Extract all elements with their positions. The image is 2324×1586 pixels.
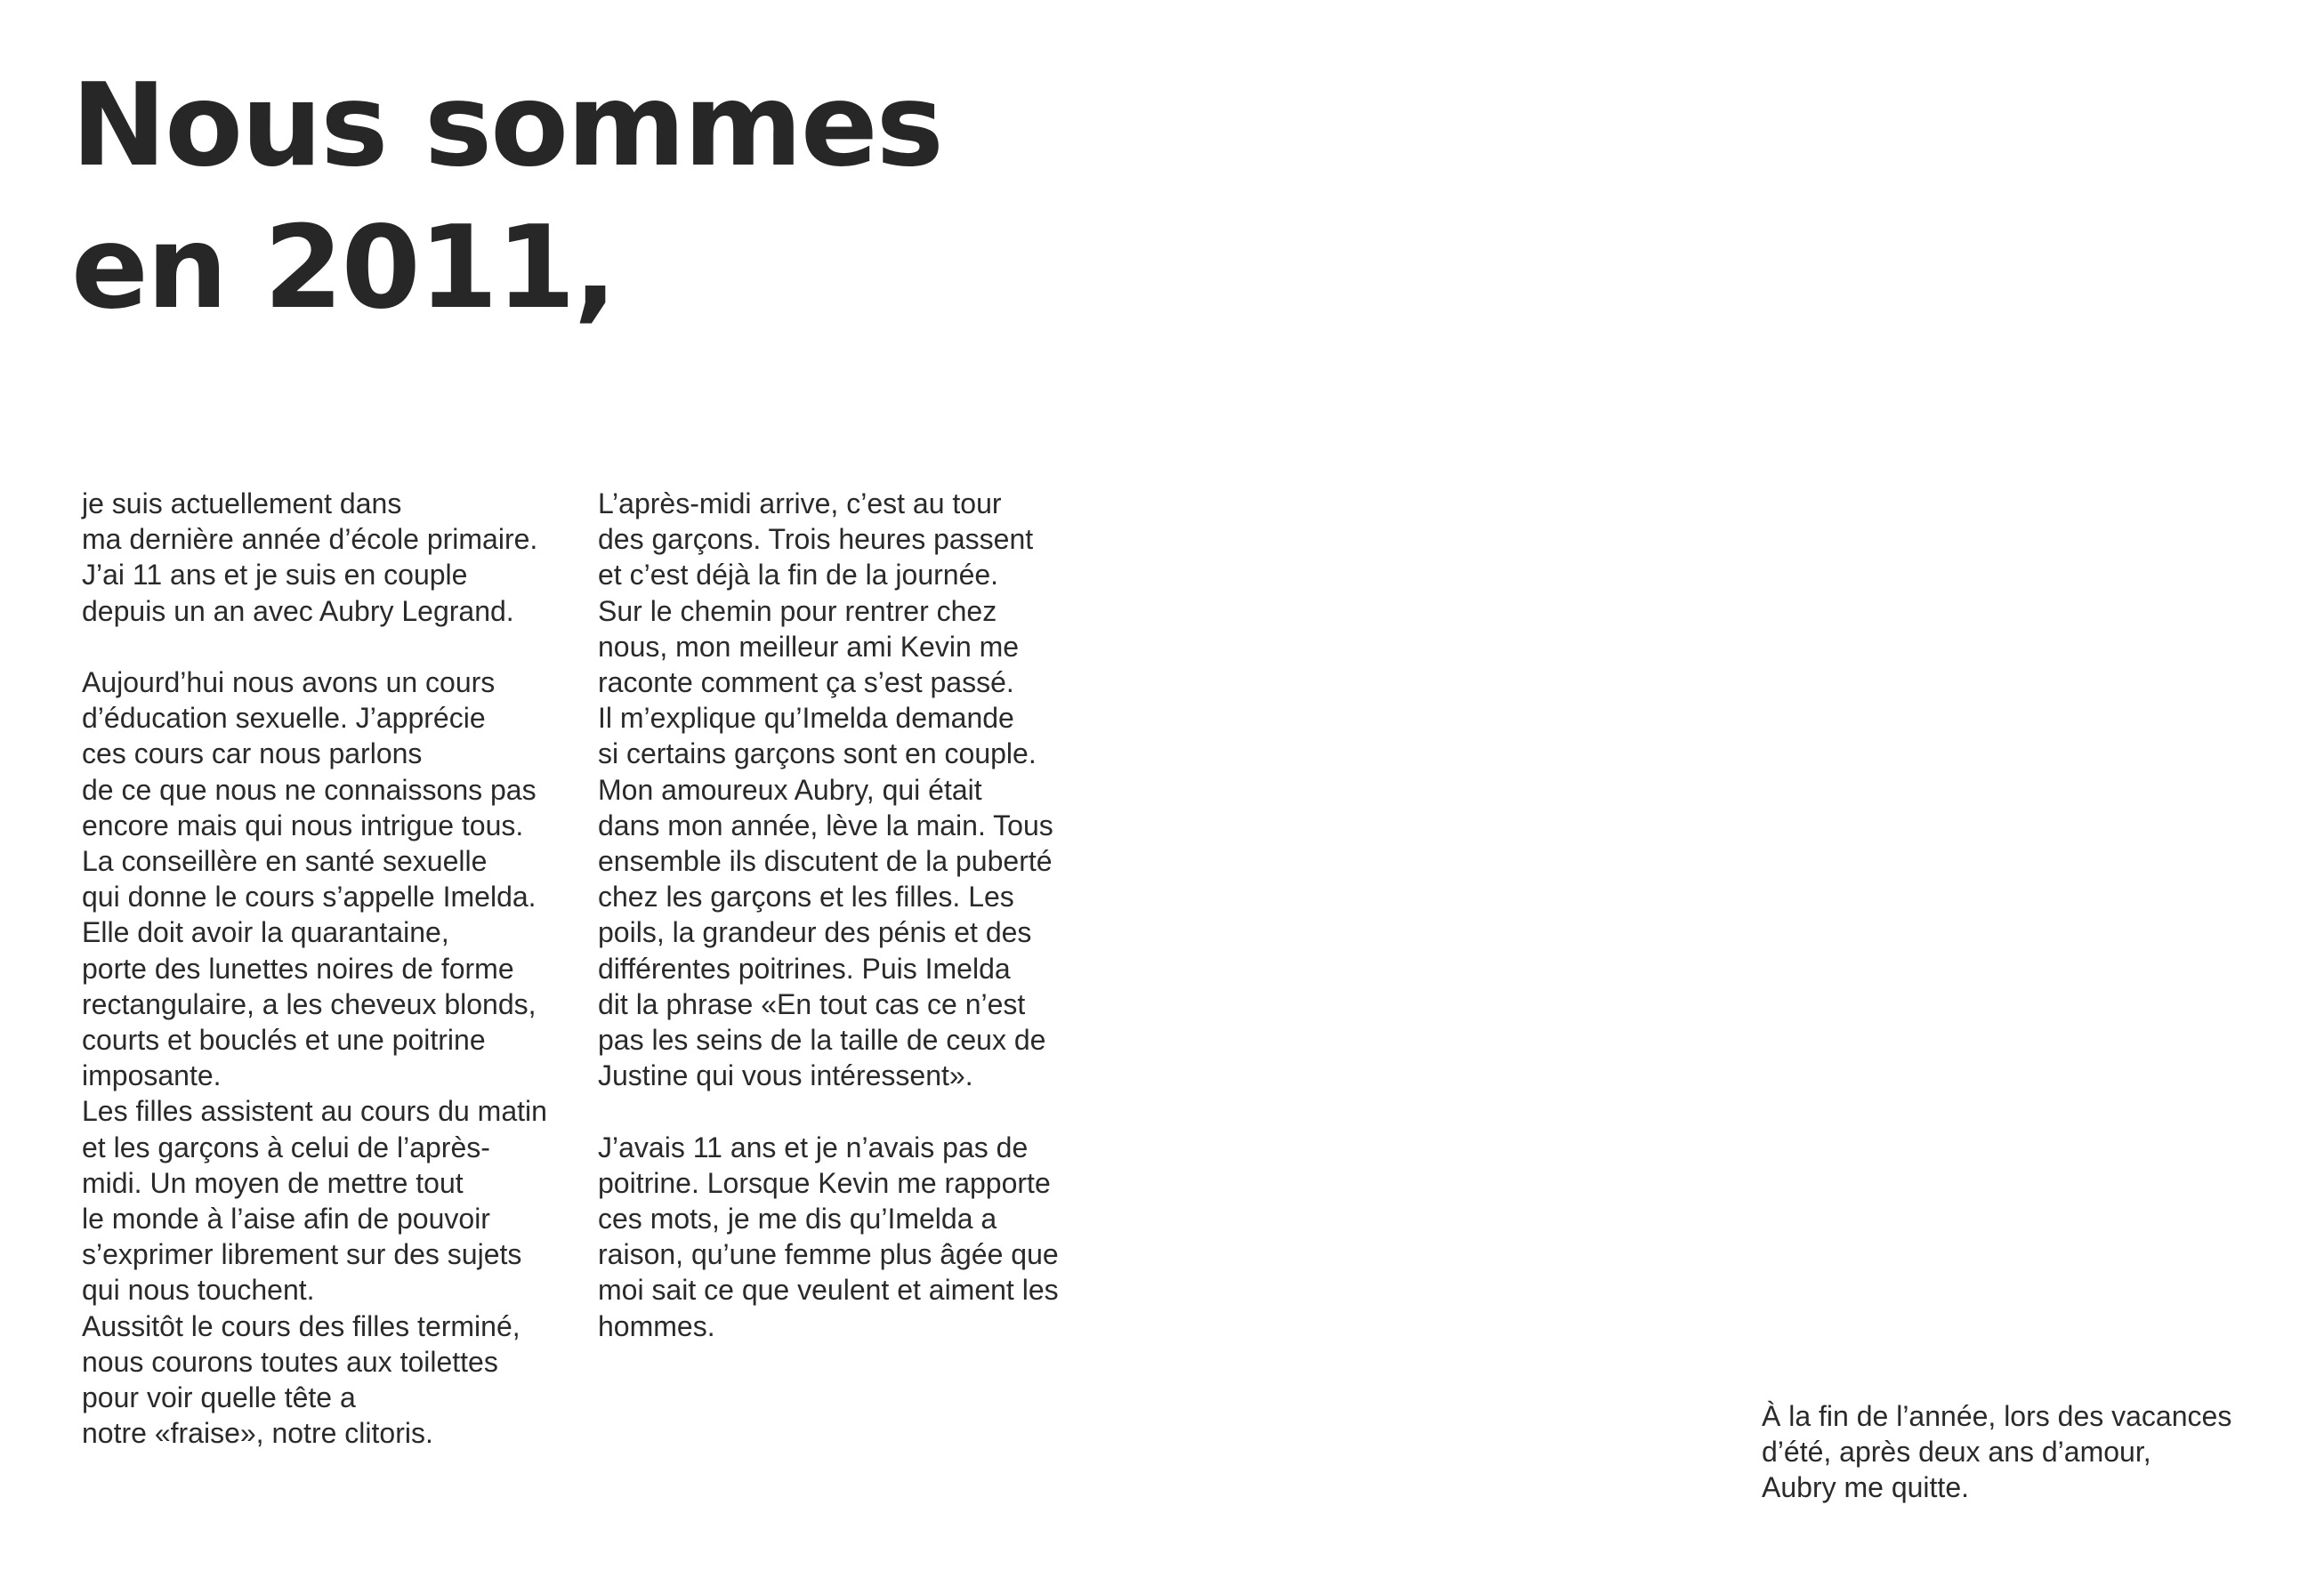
paragraph	[82, 486, 580, 629]
text-line: encore mais qui nous intrigue tous.	[82, 809, 524, 841]
text-line: J’ai 11 ans et je suis en couple	[82, 559, 468, 592]
text-line: qui donne le cours s’appelle Imelda.	[82, 881, 537, 914]
text-line: ensemble ils discutent de la puberté	[598, 845, 1053, 878]
text-line: ma dernière année d’école primaire.	[82, 523, 538, 556]
text-line: La conseillère en santé sexuelle	[82, 845, 488, 878]
text-line: À la fin de l’année, lors des vacances	[1762, 1400, 2232, 1432]
title-line: Nous sommes	[71, 60, 942, 192]
text-line: poitrine. Lorsque Kevin me rapporte	[598, 1166, 1051, 1199]
text-column-middle	[598, 486, 1096, 1344]
text-line: et les garçons à celui de l’après-	[82, 1131, 490, 1163]
paragraph	[82, 664, 580, 1451]
text-line: poils, la grandeur des pénis et des	[598, 916, 1032, 949]
text-line: dans mon année, lève la main. Tous	[598, 809, 1053, 841]
text-line: Elle doit avoir la quarantaine,	[82, 916, 449, 949]
text-line: hommes.	[598, 1309, 715, 1342]
page-title	[71, 55, 942, 340]
text-line: Aubry me quitte.	[1762, 1471, 1969, 1504]
text-line: pour voir quelle tête a	[82, 1381, 356, 1414]
text-line: d’été, après deux ans d’amour,	[1762, 1436, 2151, 1469]
text-line: Les filles assistent au cours du matin	[82, 1095, 547, 1128]
text-line: midi. Un moyen de mettre tout	[82, 1166, 464, 1199]
text-line: courts et bouclés et une poitrine	[82, 1024, 486, 1057]
text-line: différentes poitrines. Puis Imelda	[598, 952, 1011, 985]
text-line: moi sait ce que veulent et aiment les	[598, 1274, 1059, 1307]
text-line: imposante.	[82, 1059, 222, 1092]
text-line: nous, mon meilleur ami Kevin me	[598, 630, 1020, 663]
text-line: chez les garçons et les filles. Les	[598, 881, 1014, 914]
paragraph	[1762, 1398, 2296, 1506]
text-line: des garçons. Trois heures passent	[598, 523, 1034, 556]
text-line: raison, qu’une femme plus âgée que	[598, 1238, 1059, 1271]
text-line: de ce que nous ne connaissons pas	[82, 773, 537, 806]
text-line: Sur le chemin pour rentrer chez	[598, 594, 997, 627]
text-line: si certains garçons sont en couple.	[598, 737, 1037, 770]
text-line: rectangulaire, a les cheveux blonds,	[82, 987, 537, 1020]
aside-note	[1762, 1398, 2296, 1506]
text-line: je suis actuellement dans	[82, 487, 402, 519]
text-line: J’avais 11 ans et je n’avais pas de	[598, 1131, 1029, 1163]
text-line: depuis un an avec Aubry Legrand.	[82, 594, 514, 627]
text-line: le monde à l’aise afin de pouvoir	[82, 1203, 490, 1236]
text-line: s’exprimer librement sur des sujets	[82, 1238, 522, 1271]
text-line: ces mots, je me dis qu’Imelda a	[598, 1203, 997, 1236]
title-line: en 2011,	[71, 202, 616, 334]
text-line: et c’est déjà la fin de la journée.	[598, 559, 999, 592]
text-line: nous courons toutes aux toilettes	[82, 1345, 498, 1378]
text-line: Justine qui vous intéressent».	[598, 1059, 973, 1092]
paragraph	[598, 1130, 1096, 1344]
text-column-left	[82, 486, 580, 1451]
text-line: porte des lunettes noires de forme	[82, 952, 514, 985]
text-line: Mon amoureux Aubry, qui était	[598, 773, 982, 806]
text-line: d’éducation sexuelle. J’apprécie	[82, 702, 486, 735]
text-line: Aujourd’hui nous avons un cours	[82, 666, 496, 698]
text-line: Il m’explique qu’Imelda demande	[598, 702, 1014, 735]
text-line: dit la phrase «En tout cas ce n’est	[598, 987, 1026, 1020]
text-line: raconte comment ça s’est passé.	[598, 666, 1014, 699]
text-line: L’après-midi arrive, c’est au tour	[598, 487, 1002, 519]
text-line: pas les seins de la taille de ceux de	[598, 1024, 1046, 1057]
text-line: notre «fraise», notre clitoris.	[82, 1417, 433, 1450]
text-line: ces cours car nous parlons	[82, 737, 423, 770]
paragraph	[598, 486, 1096, 1093]
paragraph-gap	[82, 629, 580, 664]
text-line: qui nous touchent.	[82, 1274, 315, 1307]
paragraph-gap	[598, 1093, 1096, 1129]
text-line: Aussitôt le cours des filles terminé,	[82, 1309, 520, 1342]
